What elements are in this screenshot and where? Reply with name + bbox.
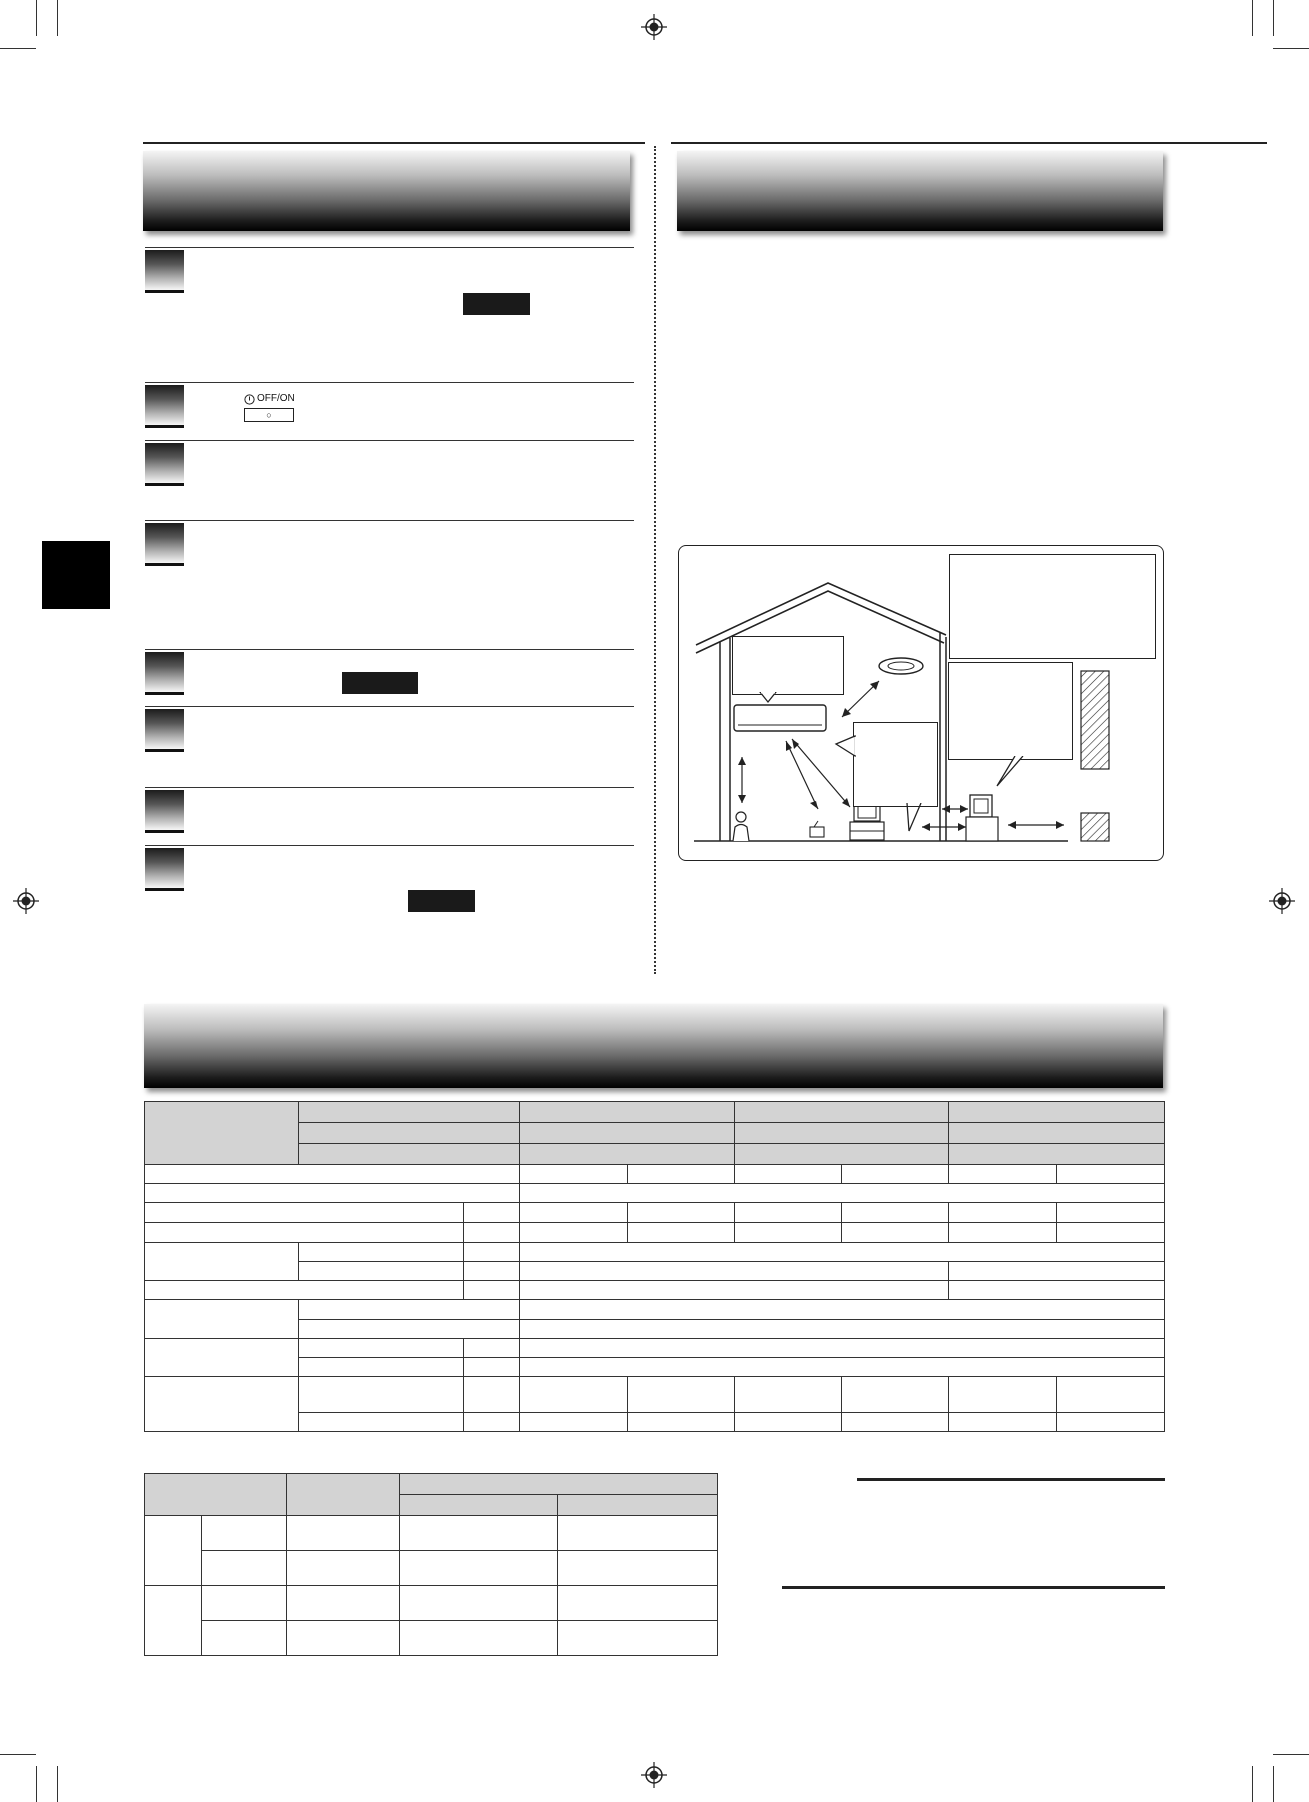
- table-cell: [627, 1223, 735, 1243]
- table-cell: [298, 1262, 463, 1281]
- specification-table: [144, 1101, 1165, 1432]
- table-cell: [842, 1377, 949, 1413]
- step-divider: [145, 440, 634, 441]
- table-cell: [519, 1102, 735, 1123]
- table-cell: [949, 1281, 1165, 1300]
- table-cell: [1057, 1203, 1165, 1223]
- button-glyph: ○: [266, 410, 272, 420]
- table-cell: [286, 1621, 399, 1656]
- table-cell: [949, 1102, 1165, 1123]
- table-cell: [463, 1413, 519, 1432]
- table-cell: [1057, 1165, 1165, 1184]
- table-cell: [145, 1223, 464, 1243]
- table-cell: [627, 1377, 735, 1413]
- table-cell: [558, 1586, 718, 1621]
- table-cell: [399, 1495, 558, 1516]
- step-divider: [145, 845, 634, 846]
- callout-box: [949, 554, 1156, 659]
- step-number-badge: [145, 652, 184, 695]
- table-cell: [519, 1243, 1164, 1262]
- crop-mark: [1252, 1766, 1253, 1802]
- highlight-label: [408, 890, 475, 912]
- section-header-banner-specifications: [144, 1004, 1163, 1088]
- table-cell: [519, 1377, 627, 1413]
- table-cell: [145, 1300, 299, 1339]
- table-cell: [519, 1413, 627, 1432]
- crop-mark: [1273, 0, 1274, 36]
- callout-box: [732, 636, 844, 695]
- table-cell: [145, 1339, 299, 1377]
- registration-mark-icon: [641, 14, 667, 40]
- callout-box: [948, 662, 1073, 760]
- note-rule: [782, 1586, 1165, 1589]
- table-cell: [735, 1223, 842, 1243]
- table-cell: [735, 1377, 842, 1413]
- table-cell: [627, 1165, 735, 1184]
- table-cell: [949, 1165, 1057, 1184]
- table-cell: [145, 1165, 520, 1184]
- table-cell: [735, 1413, 842, 1432]
- callout-pointer: [905, 803, 923, 833]
- step-number-badge: [145, 709, 184, 752]
- step-divider: [145, 520, 634, 521]
- highlight-label: [342, 672, 418, 694]
- table-cell: [627, 1413, 735, 1432]
- table-cell: [399, 1551, 558, 1586]
- power-symbol-icon: [244, 394, 255, 405]
- table-cell: [949, 1123, 1165, 1144]
- section-header-banner-right: [677, 151, 1163, 231]
- table-cell: [1057, 1377, 1165, 1413]
- table-cell: [842, 1223, 949, 1243]
- table-cell: [519, 1339, 1164, 1358]
- table-cell: [519, 1223, 627, 1243]
- table-cell: [949, 1413, 1057, 1432]
- table-cell: [463, 1377, 519, 1413]
- table-cell: [842, 1203, 949, 1223]
- table-cell: [519, 1281, 949, 1300]
- table-cell: [399, 1621, 558, 1656]
- table-cell: [286, 1586, 399, 1621]
- table-cell: [298, 1144, 519, 1165]
- table-cell: [399, 1516, 558, 1551]
- callout-box: [853, 722, 938, 807]
- table-cell: [145, 1203, 464, 1223]
- table-cell: [1057, 1223, 1165, 1243]
- table-cell: [735, 1144, 949, 1165]
- table-cell: [558, 1495, 718, 1516]
- table-cell: [735, 1203, 842, 1223]
- table-cell: [298, 1377, 463, 1413]
- callout-pointer: [758, 692, 778, 704]
- table-cell: [519, 1165, 627, 1184]
- registration-mark-icon: [13, 888, 39, 914]
- table-cell: [463, 1262, 519, 1281]
- table-cell: [735, 1102, 949, 1123]
- table-cell: [399, 1474, 717, 1495]
- table-cell: [519, 1203, 627, 1223]
- crop-mark: [57, 0, 58, 36]
- table-cell: [558, 1621, 718, 1656]
- crop-mark: [0, 1754, 36, 1755]
- step-number-badge: [145, 790, 184, 833]
- table-cell: [463, 1203, 519, 1223]
- table-cell: [463, 1223, 519, 1243]
- table-cell: [842, 1413, 949, 1432]
- step-divider: [145, 649, 634, 650]
- chapter-tab: [42, 541, 110, 609]
- table-cell: [286, 1551, 399, 1586]
- table-cell: [949, 1203, 1057, 1223]
- callout-pointer: [834, 734, 856, 760]
- table-cell: [145, 1102, 299, 1165]
- callout-pointer: [995, 756, 1025, 788]
- table-cell: [298, 1413, 463, 1432]
- table-cell: [519, 1262, 949, 1281]
- power-button-icon: [242, 393, 302, 425]
- note-rule: [857, 1478, 1165, 1481]
- table-cell: [298, 1102, 519, 1123]
- table-cell: [949, 1262, 1165, 1281]
- table-cell: [145, 1377, 299, 1432]
- table-cell: [519, 1144, 735, 1165]
- registration-mark-icon: [641, 1762, 667, 1788]
- table-cell: [145, 1281, 464, 1300]
- table-cell: [949, 1144, 1165, 1165]
- step-number-badge: [145, 848, 184, 891]
- table-cell: [298, 1300, 519, 1320]
- power-button-label: OFF/ON: [257, 393, 295, 404]
- table-cell: [463, 1281, 519, 1300]
- table-cell: [298, 1358, 463, 1377]
- table-cell: [463, 1358, 519, 1377]
- table-cell: [201, 1516, 286, 1551]
- table-cell: [286, 1516, 399, 1551]
- table-cell: [298, 1243, 463, 1262]
- crop-mark: [36, 1766, 37, 1802]
- crop-mark: [1273, 1754, 1309, 1755]
- operating-range-table: [144, 1473, 718, 1656]
- table-cell: [145, 1516, 202, 1586]
- column-divider: [654, 146, 656, 974]
- table-cell: [627, 1203, 735, 1223]
- table-cell: [519, 1358, 1164, 1377]
- table-cell: [286, 1474, 399, 1516]
- step-divider: [145, 247, 634, 248]
- crop-mark: [1252, 0, 1253, 36]
- table-cell: [558, 1551, 718, 1586]
- step-divider: [145, 706, 634, 707]
- table-cell: [145, 1243, 299, 1281]
- table-cell: [1057, 1413, 1165, 1432]
- table-cell: [201, 1586, 286, 1621]
- table-cell: [735, 1123, 949, 1144]
- table-cell: [201, 1621, 286, 1656]
- step-number-badge: [145, 443, 184, 486]
- crop-mark: [1273, 48, 1309, 49]
- table-cell: [145, 1184, 520, 1203]
- step-divider: [145, 382, 634, 383]
- power-button[interactable]: [244, 408, 294, 422]
- table-cell: [519, 1123, 735, 1144]
- table-cell: [298, 1339, 463, 1358]
- top-rule-right: [671, 142, 1267, 144]
- step-number-badge: [145, 385, 184, 428]
- table-cell: [145, 1474, 287, 1516]
- table-cell: [949, 1223, 1057, 1243]
- table-cell: [201, 1551, 286, 1586]
- table-cell: [842, 1165, 949, 1184]
- table-cell: [463, 1243, 519, 1262]
- table-cell: [949, 1377, 1057, 1413]
- table-cell: [519, 1184, 1164, 1203]
- registration-mark-icon: [1269, 888, 1295, 914]
- crop-mark: [0, 48, 36, 49]
- table-cell: [145, 1586, 202, 1656]
- highlight-label: [463, 293, 530, 315]
- step-divider: [145, 787, 634, 788]
- table-cell: [298, 1320, 519, 1339]
- top-rule-left: [143, 142, 645, 144]
- table-cell: [463, 1339, 519, 1358]
- crop-mark: [57, 1766, 58, 1802]
- table-cell: [735, 1165, 842, 1184]
- table-cell: [298, 1123, 519, 1144]
- section-header-banner-left: [143, 151, 630, 231]
- step-number-badge: [145, 523, 184, 566]
- step-number-badge: [145, 250, 184, 293]
- crop-mark: [36, 0, 37, 36]
- crop-mark: [1273, 1766, 1274, 1802]
- table-cell: [558, 1516, 718, 1551]
- table-cell: [399, 1586, 558, 1621]
- table-cell: [519, 1320, 1164, 1339]
- table-cell: [519, 1300, 1164, 1320]
